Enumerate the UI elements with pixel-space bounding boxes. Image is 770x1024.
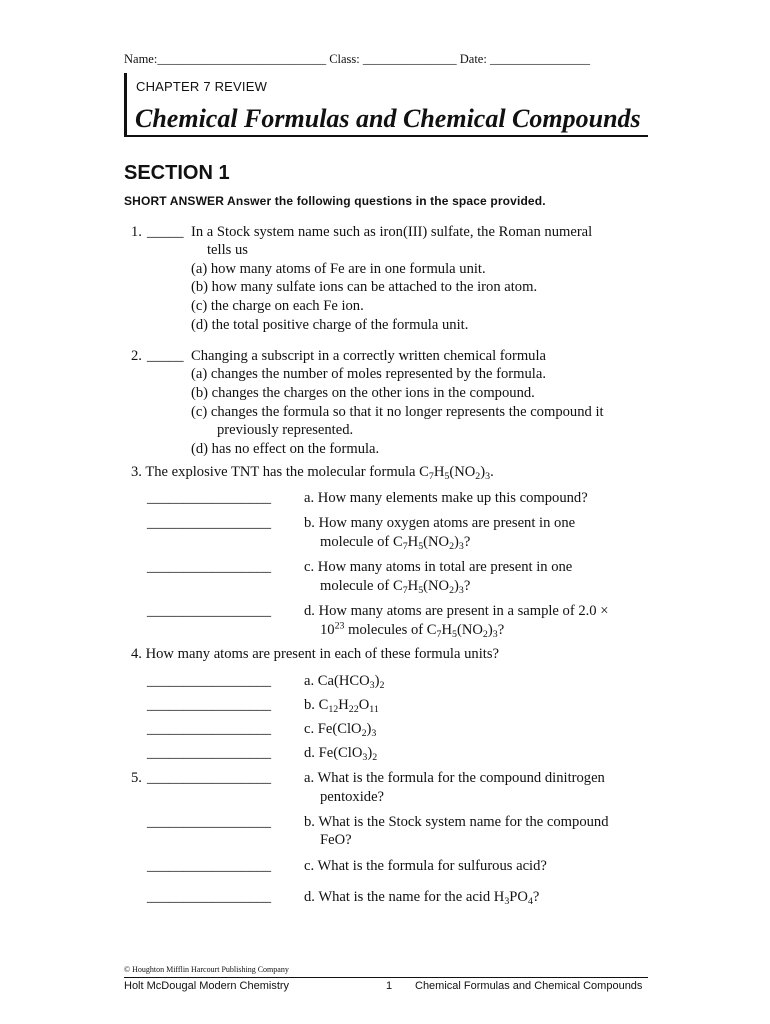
q4d-answer-blank[interactable]: _________________	[147, 745, 272, 761]
chapter-title: Chemical Formulas and Chemical Compounds	[135, 104, 641, 133]
q1-answer-blank[interactable]: _____	[147, 224, 184, 240]
q3d-question: d. How many atoms are present in a sample of 2.0 ×	[304, 603, 609, 619]
q3a-answer-blank[interactable]: _________________	[147, 490, 272, 506]
q2-choice-d: (d) has no effect on the formula.	[191, 441, 380, 457]
q2-stem: Changing a subscript in a correctly written chemical formula	[191, 348, 546, 364]
q3a-question: a. How many elements make up this compound?	[304, 490, 588, 506]
q5-number: 5.	[131, 770, 142, 786]
q5b-question: b. What is the Stock system name for the compound	[304, 814, 609, 830]
footer-rule	[124, 977, 648, 978]
q1-stem-cont: tells us	[207, 242, 248, 258]
q5a-answer-blank[interactable]: _________________	[147, 770, 272, 786]
q5d-answer-blank[interactable]: _________________	[147, 889, 272, 905]
q5a-question: a. What is the formula for the compound dinitrogen	[304, 770, 605, 786]
q2-choice-b: (b) changes the charges on the other ions in the compound.	[191, 385, 535, 401]
q4d-formula: d. $Fe(ClO_3)_2$	[304, 745, 378, 763]
section-title: SECTION 1	[124, 162, 230, 184]
q5b-answer-blank[interactable]: _________________	[147, 814, 272, 830]
q5b-question-cont: FeO?	[320, 832, 352, 848]
q1-number: 1.	[131, 224, 142, 240]
q2-choice-c-cont: previously represented.	[217, 422, 354, 438]
q2-number: 2.	[131, 348, 142, 364]
q1-choice-a: (a) how many atoms of Fe are in one formula unit.	[191, 261, 486, 277]
q3c-answer-blank[interactable]: _________________	[147, 559, 272, 575]
q4c-answer-blank[interactable]: _________________	[147, 721, 272, 737]
q2-choice-c: (c) changes the formula so that it no longer represents the compound it	[191, 404, 604, 420]
q3b-question: b. How many oxygen atoms are present in one	[304, 515, 576, 531]
q3b-question-cont: molecule of $C_7H_5(NO_2)_3$?	[320, 534, 471, 552]
q5d-question: d. What is the name for the acid $H_3PO_4$?	[304, 889, 540, 907]
q3b-answer-blank[interactable]: _________________	[147, 515, 272, 531]
q4a-answer-blank[interactable]: _________________	[147, 673, 272, 689]
footer-book-title: Holt McDougal Modern Chemistry	[124, 980, 290, 992]
q1-stem: In a Stock system name such as iron(III) sulfate, the Roman numeral	[191, 224, 593, 240]
chapter-left-bar	[124, 73, 127, 136]
q2-answer-blank[interactable]: _____	[147, 348, 184, 364]
q4b-answer-blank[interactable]: _________________	[147, 697, 272, 713]
q3d-answer-blank[interactable]: _________________	[147, 603, 272, 619]
q4a-formula: a. $Ca(HCO_3)_2$	[304, 673, 385, 691]
q5a-question-cont: pentoxide?	[320, 789, 385, 805]
q1-choice-d: (d) the total positive charge of the formula unit.	[191, 317, 469, 333]
q3c-question-cont: molecule of $C_7H_5(NO_2)_3$?	[320, 578, 471, 596]
q4c-formula: c. $Fe(ClO_2)_3$	[304, 721, 377, 739]
footer-chapter-title: Chemical Formulas and Chemical Compounds	[415, 980, 643, 992]
footer-copyright: © Houghton Mifflin Harcourt Publishing Company	[124, 965, 289, 974]
q4b-formula: b. $C_{12}H_{22}O_{11}$	[304, 697, 379, 715]
q3c-question: c. How many atoms in total are present in one	[304, 559, 573, 575]
q3-stem: 3. The explosive TNT has the molecular formula $C_7H_5(NO_2)_3$.	[131, 464, 494, 482]
footer-page-number: 1	[386, 980, 393, 992]
chapter-label: CHAPTER 7 REVIEW	[136, 79, 268, 94]
name-class-date-line: Name:___________________________ Class: _______________ Date: ________________	[124, 52, 590, 66]
q5c-question: c. What is the formula for sulfurous acid?	[304, 858, 547, 874]
q4-stem: 4. How many atoms are present in each of these formula units?	[131, 646, 499, 662]
q3d-question-cont: $10^{23}$ molecules of $C_7H_5(NO_2)_3$?	[320, 620, 505, 640]
chapter-bottom-rule	[124, 135, 648, 137]
q1-choice-c: (c) the charge on each Fe ion.	[191, 298, 364, 314]
q2-choice-a: (a) changes the number of moles represented by the formula.	[191, 366, 546, 382]
q1-choice-b: (b) how many sulfate ions can be attached to the iron atom.	[191, 279, 538, 295]
instructions: SHORT ANSWER Answer the following questions in the space provided.	[124, 194, 546, 208]
q5c-answer-blank[interactable]: _________________	[147, 858, 272, 874]
